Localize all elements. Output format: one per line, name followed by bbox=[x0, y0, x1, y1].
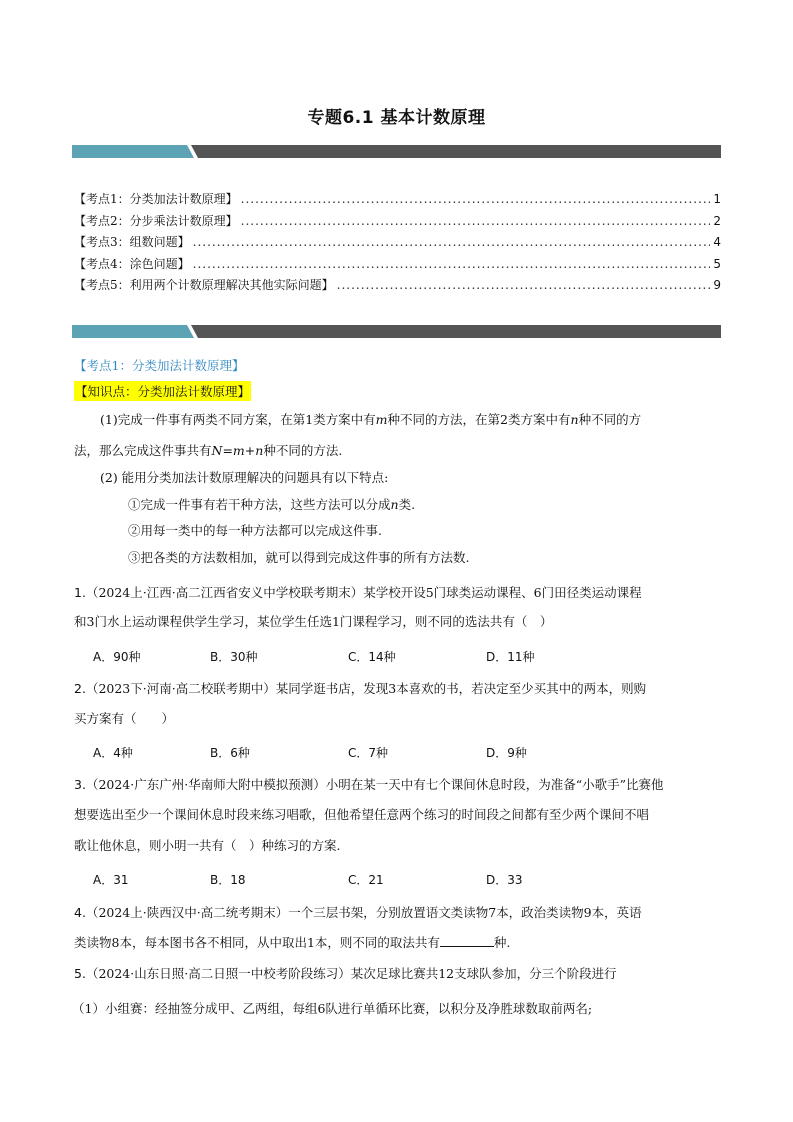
option-d[interactable]: D．33 bbox=[486, 873, 523, 887]
knowledge-paragraph-1: (1)完成一件事有两类不同方案，在第1类方案中有m种不同的方法，在第2类方案中有n种不同的方 bbox=[100, 412, 642, 427]
option-c[interactable]: C．21 bbox=[348, 873, 384, 887]
question-5-line2: （1）小组赛：经抽签分成甲、乙两组，每组6队进行单循环比赛，以积分及净胜球数取前两名; bbox=[72, 1001, 593, 1016]
option-d[interactable]: D．9种 bbox=[486, 746, 527, 760]
question-5: 5.（2024·山东日照·高二日照一中校考阶段练习）某次足球比赛共12支球队参加，分三个阶段进行 bbox=[74, 966, 617, 981]
option-b[interactable]: B．6种 bbox=[210, 746, 250, 760]
header-band-section bbox=[72, 325, 721, 338]
option-b[interactable]: B．30种 bbox=[210, 650, 258, 664]
option-b[interactable]: B．18 bbox=[210, 873, 246, 887]
option-c[interactable]: C．14种 bbox=[348, 650, 396, 664]
question-4: 4.（2024上·陕西汉中·高二统考期末）一个三层书架，分别放置语文类读物7本，政治类读物9本，英语 bbox=[74, 905, 642, 920]
header-band-top bbox=[72, 145, 721, 158]
toc-leader bbox=[193, 235, 711, 249]
knowledge-item-3: ③把各类的方法数相加，就可以得到完成这件事的所有方法数. bbox=[128, 550, 470, 565]
toc-item[interactable]: 【考点2：分步乘法计数原理】 ..... 2 bbox=[74, 212, 721, 234]
toc-leader bbox=[241, 192, 711, 206]
knowledge-paragraph-1-cont: 法，那么完成这件事共有N=m+n种不同的方法. bbox=[74, 443, 343, 458]
toc-item[interactable]: 【考点5：利用两个计数原理解决其他实际问题】 ..... 9 bbox=[74, 276, 721, 298]
question-2: 2.（2023下·河南·高二校联考期中）某同学逛书店，发现3本喜欢的书，若决定至少买其中的两本，则购 bbox=[74, 681, 647, 696]
option-a[interactable]: A．4种 bbox=[93, 746, 133, 760]
question-2-line2: 买方案有（ ） bbox=[74, 711, 175, 726]
option-a[interactable]: A．90种 bbox=[93, 650, 141, 664]
toc-leader bbox=[193, 257, 711, 271]
knowledge-item-2: ②用每一类中的每一种方法都可以完成这件事. bbox=[128, 523, 382, 538]
option-d[interactable]: D．11种 bbox=[486, 650, 535, 664]
toc-leader bbox=[241, 214, 711, 228]
question-1: 1.（2024上·江西·高二江西省安义中学校联考期末）某学校开设5门球类运动课程、6门田径类运动课程 bbox=[74, 585, 642, 600]
toc-item[interactable]: 【考点1：分类加法计数原理】 ..... 1 bbox=[74, 190, 721, 212]
option-a[interactable]: A．31 bbox=[93, 873, 129, 887]
toc-leader bbox=[337, 278, 711, 292]
knowledge-item-1: ①完成一件事有若干种方法，这些方法可以分成n类. bbox=[128, 497, 416, 512]
page-title: 专题6.1 基本计数原理 bbox=[307, 108, 486, 128]
knowledge-point-label: 【知识点：分类加法计数原理】 bbox=[74, 381, 251, 401]
answer-blank[interactable] bbox=[440, 934, 494, 947]
option-c[interactable]: C．7种 bbox=[348, 746, 389, 760]
toc-item[interactable]: 【考点3：组数问题】 ..... 4 bbox=[74, 233, 721, 255]
toc-item[interactable]: 【考点4：涂色问题】 ..... 5 bbox=[74, 255, 721, 277]
table-of-contents bbox=[74, 190, 721, 298]
section-heading: 【考点1：分类加法计数原理】 bbox=[74, 358, 245, 373]
question-3: 3.（2024·广东广州·华南师大附中模拟预测）小明在某一天中有七个课间休息时段，为准备“小歌手”比赛他 bbox=[74, 777, 664, 792]
question-3-line3: 歌让他休息，则小明一共有（ ）种练习的方案. bbox=[74, 838, 341, 853]
knowledge-paragraph-2: (2) 能用分类加法计数原理解决的问题具有以下特点: bbox=[100, 470, 389, 485]
question-4-line2: 类读物8本，每本图书各不相同，从中取出1本，则不同的取法共有 种. bbox=[74, 935, 511, 950]
question-3-line2: 想要选出至少一个课间休息时段来练习唱歌，但他希望任意两个练习的时间段之间都有至少两个课间不唱 bbox=[74, 807, 650, 822]
question-1-line2: 和3门水上运动课程供学生学习，某位学生任选1门课程学习，则不同的选法共有（ ） bbox=[74, 614, 553, 629]
